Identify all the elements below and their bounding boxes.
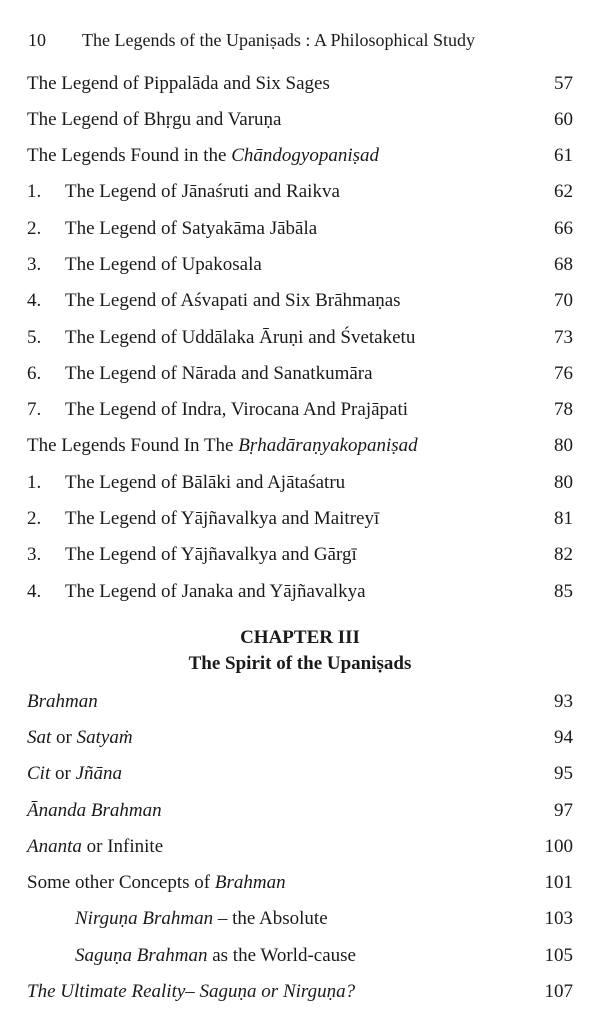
toc-entry-page: 103 — [544, 908, 573, 929]
toc-entry-title — [27, 762, 122, 786]
chapter-heading: CHAPTER III — [240, 627, 360, 648]
toc-entry-number: 4. — [27, 581, 42, 602]
toc-entry-title — [27, 799, 162, 823]
toc-entry-title-italic: Satyaṁ — [76, 727, 133, 748]
toc-entry-number: 3. — [27, 254, 42, 275]
toc-entry-title: The Legend of Satyakāma Jābāla — [65, 218, 318, 239]
toc-entry-title: The Legend of Janaka and Yājñavalkya — [65, 581, 366, 602]
toc-entry-title-italic: Cit — [27, 763, 51, 784]
toc-entry-page: 107 — [544, 981, 573, 1002]
toc-entry-page: 57 — [554, 73, 573, 94]
toc-entry-title-italic: Jñāna — [75, 763, 122, 784]
chapter-subtitle: The Spirit of the Upaniṣads — [188, 653, 412, 674]
toc-entry-title — [27, 726, 133, 750]
page-number: 10 — [28, 30, 46, 50]
toc-entry-page: 81 — [554, 508, 573, 529]
toc-entry-title-italic: Chāndogyopaniṣad — [231, 145, 379, 166]
toc-entry-title: The Legend of Bhṛgu and Varuṇa — [27, 109, 282, 130]
toc-entry-page: 100 — [544, 836, 573, 857]
toc-entry-page: 93 — [554, 691, 573, 712]
toc-entry-title: The Legend of Yājñavalkya and Gārgī — [65, 544, 357, 565]
toc-entry-title: The Legend of Aśvapati and Six Brāhmaṇas — [65, 290, 401, 311]
toc-entry-title: The Legend of Nārada and Sanatkumāra — [65, 363, 373, 384]
toc-entry-title: The Legend of Yājñavalkya and Maitreyī — [65, 508, 380, 529]
toc-entry-page: 78 — [554, 399, 573, 420]
toc-entry-title: The Legend of Pippalāda and Six Sages — [27, 73, 330, 94]
toc-entry-title — [27, 835, 163, 859]
toc-entry-page: 94 — [554, 727, 573, 748]
toc-entry-title — [27, 144, 379, 168]
toc-entry-title-italic: The Ultimate Reality– Saguṇa or Nirguṇa? — [27, 981, 356, 1002]
toc-entry-number: 3. — [27, 544, 42, 565]
toc-entry-page: 97 — [554, 800, 573, 821]
toc-entry-title-plain: – the Absolute — [213, 908, 328, 929]
toc-entry-title: The Legend of Bālāki and Ajātaśatru — [65, 472, 346, 493]
toc-entry-page: 101 — [544, 872, 573, 893]
toc-entry-title-italic: Brahman — [214, 872, 286, 893]
toc-entry-number: 2. — [27, 218, 42, 239]
toc-entry-title-italic: Ānanda Brahman — [27, 800, 162, 821]
toc-entry-page: 95 — [554, 763, 573, 784]
toc-entry-title — [27, 871, 286, 895]
toc-entry-page: 62 — [554, 181, 573, 202]
toc-entry-number: 2. — [27, 508, 42, 529]
toc-entry-title-italic: Bṛhadāraṇyakopaniṣad — [238, 435, 418, 456]
book-title: The Legends of the Upaniṣads : A Philosophical Study — [82, 30, 475, 50]
toc-entry-title-plain: or — [50, 763, 76, 784]
toc-entry-title: The Legend of Jānaśruti and Raikva — [65, 181, 340, 202]
toc-entry-title-plain: or — [51, 727, 77, 748]
running-header — [28, 30, 572, 51]
toc-entry-page: 73 — [554, 327, 573, 348]
toc-entry-page: 80 — [554, 472, 573, 493]
toc-entry-title-plain: or Infinite — [81, 836, 164, 857]
toc-entry-title-plain: The Legends Found in the — [27, 145, 232, 166]
toc-entry-page: 85 — [554, 581, 573, 602]
toc-entry-title — [27, 980, 355, 1004]
toc-entry-title-italic: Nirguṇa Brahman — [75, 908, 214, 929]
toc-entry-number: 1. — [27, 472, 42, 493]
toc-entry-title — [75, 944, 356, 968]
toc-entry-title — [75, 907, 328, 931]
toc-entry-page: 105 — [544, 945, 573, 966]
toc-entry-title: The Legend of Uddālaka Āruṇi and Śvetaketu — [65, 327, 416, 348]
toc-entry-title-plain: Some other Concepts of — [27, 872, 215, 893]
toc-entry-number: 6. — [27, 363, 42, 384]
toc-entry-page: 82 — [554, 544, 573, 565]
toc-entry-page: 68 — [554, 254, 573, 275]
toc-entry-page: 61 — [554, 145, 573, 166]
toc-entry-title-italic: Ananta — [27, 836, 82, 857]
toc-entry-page: 66 — [554, 218, 573, 239]
toc-entry-title-italic: Saguṇa Brahman — [75, 945, 208, 966]
toc-entry-title-plain: The Legends Found In The — [27, 435, 239, 456]
toc-entry-page: 76 — [554, 363, 573, 384]
toc-entry-number: 4. — [27, 290, 42, 311]
toc-entry-title-italic: Brahman — [27, 691, 98, 712]
toc-entry-page: 70 — [554, 290, 573, 311]
toc-entry-title — [27, 690, 98, 714]
toc-entry-title: The Legend of Upakosala — [65, 254, 262, 275]
toc-entry-title: The Legend of Indra, Virocana And Prajāpati — [65, 399, 409, 420]
toc-entry-title — [27, 434, 418, 458]
toc-entry-number: 1. — [27, 181, 42, 202]
toc-entry-page: 80 — [554, 435, 573, 456]
toc-entry-number: 7. — [27, 399, 42, 420]
toc-entry-title-italic: Sat — [27, 727, 52, 748]
toc-entry-title-plain: as the World-cause — [207, 945, 356, 966]
toc-entry-number: 5. — [27, 327, 42, 348]
toc-entry-page: 60 — [554, 109, 573, 130]
